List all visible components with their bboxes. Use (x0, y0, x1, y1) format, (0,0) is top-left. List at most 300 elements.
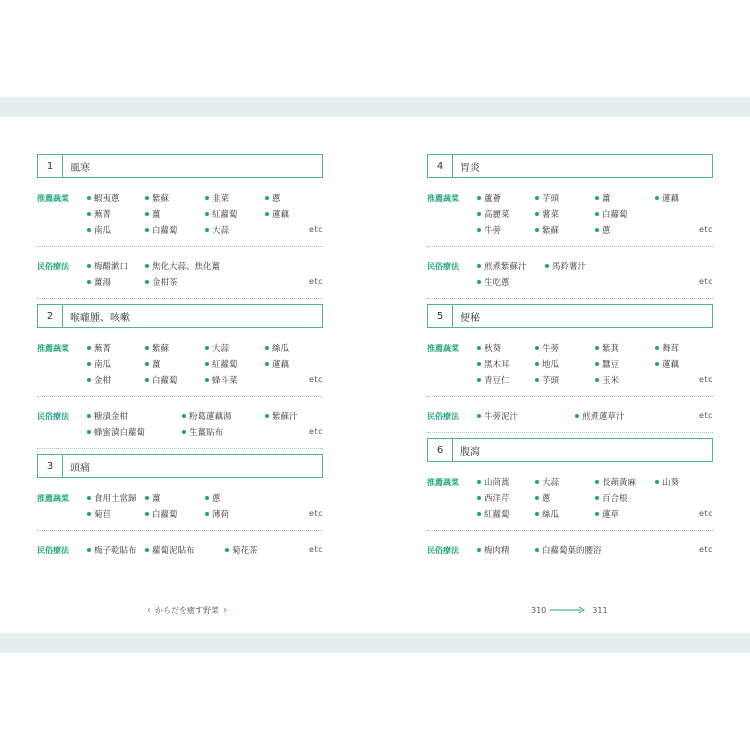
item-label: 食用土當歸 (94, 494, 137, 504)
bullet-dot-icon (145, 212, 149, 216)
vegetable-item (145, 192, 169, 204)
section-number: 6 (428, 439, 453, 461)
etc-label: etc (309, 277, 323, 286)
folk-remedies-label: 民俗療法 (427, 262, 459, 271)
item-label: 薄荷 (212, 510, 230, 520)
top-band (0, 97, 750, 117)
item-label: 薯菜 (542, 210, 560, 220)
vegetable-item (265, 342, 289, 354)
item-label: 菊苣 (94, 510, 112, 520)
item-label: 蠶豆 (602, 360, 620, 370)
item-label: 紅蘿蔔 (212, 360, 238, 370)
item-label: 韭菜 (212, 194, 230, 204)
item-label: 紫蘇 (542, 226, 560, 236)
section-divider (427, 298, 713, 299)
folk-remedies (37, 410, 323, 442)
item-label: 牛蒡泥汁 (484, 412, 519, 422)
remedy-item (477, 544, 510, 556)
item-label: 紫蘇 (152, 194, 170, 204)
folk-remedies (37, 260, 323, 292)
bullet-dot-icon (145, 378, 149, 382)
item-label: 糖漬金柑 (94, 412, 129, 422)
vegetable-item (477, 192, 501, 204)
recommended-vegetables (427, 192, 713, 240)
folk-remedies (427, 410, 713, 426)
bullet-dot-icon (87, 212, 91, 216)
bullet-dot-icon (535, 496, 539, 500)
recommended-vegetables-label: 推薦蔬菜 (427, 194, 459, 203)
section-divider (427, 530, 713, 531)
item-label: 蜂蜜漬白蘿蔔 (94, 428, 146, 438)
remedy-item (477, 260, 527, 272)
item-label: 紫蘇 (152, 344, 170, 354)
section-divider (37, 298, 323, 299)
etc-label: etc (309, 225, 323, 234)
folk-remedies (427, 544, 713, 560)
bullet-dot-icon (595, 480, 599, 484)
vegetable-item (535, 508, 559, 520)
vegetable-item (595, 208, 628, 220)
vegetable-item (265, 358, 289, 370)
item-label: 薑湯 (94, 278, 112, 288)
section-number: 1 (38, 155, 63, 177)
etc-label: etc (699, 411, 713, 420)
vegetable-item (205, 224, 229, 236)
section-title: 便秘 (460, 312, 480, 324)
bullet-dot-icon (205, 496, 209, 500)
bullet-dot-icon (205, 228, 209, 232)
folk-remedies (427, 260, 713, 292)
vegetable-item (205, 358, 238, 370)
etc-label: etc (699, 545, 713, 554)
vegetable-item (655, 192, 679, 204)
section-divider (427, 432, 713, 433)
recommended-vegetables-label: 推薦蔬菜 (37, 494, 69, 503)
vegetable-item (535, 192, 559, 204)
bullet-dot-icon (87, 414, 91, 418)
vegetable-item (535, 208, 559, 220)
bullet-dot-icon (265, 196, 269, 200)
section-header (427, 438, 713, 462)
section-sore-throat-cough (37, 304, 323, 438)
vegetable-item (477, 508, 510, 520)
remedy-item (145, 260, 220, 272)
item-label: 秋葵 (484, 344, 502, 354)
item-label: 蓮藕 (662, 194, 680, 204)
remedy-item (87, 426, 145, 438)
section-constipation (427, 304, 713, 422)
section-title: 喉嚨腫、咳嗽 (70, 312, 130, 324)
item-label: 焦化大蒜、焦化薑 (152, 262, 221, 272)
chevron-right-icon: › (223, 605, 227, 616)
item-label: 地瓜 (542, 360, 560, 370)
item-label: 山葵 (662, 478, 680, 488)
vegetable-item (87, 492, 137, 504)
item-label: 蔥 (212, 494, 221, 504)
bullet-dot-icon (87, 496, 91, 500)
bullet-dot-icon (145, 196, 149, 200)
section-number: 2 (38, 305, 63, 327)
item-label: 芋頭 (542, 194, 560, 204)
etc-label: etc (309, 509, 323, 518)
section-header (37, 154, 323, 178)
bullet-dot-icon (265, 414, 269, 418)
bullet-dot-icon (477, 548, 481, 552)
bullet-dot-icon (182, 414, 186, 418)
section-header (37, 304, 323, 328)
item-label: 紅蘿蔔 (484, 510, 510, 520)
bullet-dot-icon (595, 196, 599, 200)
item-label: 薑 (602, 194, 611, 204)
item-label: 梅醋漱口 (94, 262, 129, 272)
vegetable-item (477, 358, 510, 370)
vegetable-item (595, 224, 611, 236)
section-header (427, 154, 713, 178)
bullet-dot-icon (87, 512, 91, 516)
remedy-item (145, 544, 195, 556)
vegetable-item (535, 492, 551, 504)
vegetable-item (205, 508, 229, 520)
item-label: 高麗菜 (484, 210, 510, 220)
section-header (427, 304, 713, 328)
vegetable-item (87, 358, 111, 370)
bullet-dot-icon (87, 228, 91, 232)
vegetable-item (477, 342, 501, 354)
vegetable-item (265, 208, 289, 220)
vegetable-item (477, 208, 510, 220)
item-label: 絲瓜 (542, 510, 560, 520)
vegetable-item (535, 476, 559, 488)
page-number-right: 311 (592, 605, 608, 615)
vegetable-item (477, 224, 501, 236)
item-label: 金柑茶 (152, 278, 178, 288)
vegetable-item (655, 476, 679, 488)
vegetable-item (145, 224, 178, 236)
remedy-item (87, 410, 128, 422)
item-label: 梅肉精 (484, 546, 510, 556)
folk-remedies-label: 民俗療法 (427, 546, 459, 555)
item-label: 蓮藕 (272, 210, 290, 220)
bullet-dot-icon (145, 512, 149, 516)
vegetable-item (595, 476, 636, 488)
item-label: 金柑 (94, 376, 112, 386)
bullet-dot-icon (87, 362, 91, 366)
etc-label: etc (309, 375, 323, 384)
bullet-dot-icon (205, 196, 209, 200)
vegetable-item (595, 492, 628, 504)
recommended-vegetables-label: 推薦蔬菜 (37, 194, 69, 203)
remedy-item (225, 544, 258, 556)
bullet-dot-icon (205, 346, 209, 350)
bullet-dot-icon (477, 280, 481, 284)
recommended-vegetables (427, 342, 713, 390)
item-label: 大蒜 (212, 226, 230, 236)
item-label: 粉葛蓮藕湯 (189, 412, 232, 422)
folk-remedies-label: 民俗療法 (37, 412, 69, 421)
bullet-dot-icon (535, 228, 539, 232)
vegetable-item (535, 374, 559, 386)
section-divider (37, 396, 323, 397)
section-diarrhea (427, 438, 713, 556)
section-title: 頭痛 (70, 462, 90, 474)
remedy-item (545, 260, 586, 272)
bullet-dot-icon (535, 196, 539, 200)
vegetable-item (595, 508, 619, 520)
bullet-dot-icon (595, 496, 599, 500)
section-title: 腹瀉 (460, 446, 480, 458)
remedy-item (477, 410, 518, 422)
section-title: 風寒 (70, 162, 90, 174)
vegetable-item (655, 342, 679, 354)
item-label: 蔥 (272, 194, 281, 204)
etc-label: etc (699, 277, 713, 286)
bullet-dot-icon (535, 480, 539, 484)
recommended-vegetables (37, 192, 323, 240)
vegetable-item (87, 342, 111, 354)
item-label: 紫蘇汁 (272, 412, 298, 422)
bullet-dot-icon (655, 346, 659, 350)
vegetable-item (145, 374, 178, 386)
bullet-dot-icon (595, 512, 599, 516)
etc-label: etc (699, 375, 713, 384)
item-label: 百合根 (602, 494, 628, 504)
bullet-dot-icon (477, 480, 481, 484)
section-number: 5 (428, 305, 453, 327)
item-label: 牛蒡 (484, 226, 502, 236)
recommended-vegetables-label: 推薦蔬菜 (37, 344, 69, 353)
remedy-item (182, 426, 223, 438)
section-divider (427, 246, 713, 247)
bullet-dot-icon (265, 346, 269, 350)
item-label: 薑 (152, 494, 161, 504)
item-label: 薑 (152, 210, 161, 220)
remedy-item (265, 410, 298, 422)
remedy-item (535, 544, 602, 556)
vegetable-item (145, 358, 161, 370)
vegetable-item (595, 374, 619, 386)
item-label: 蕪菁 (94, 344, 112, 354)
section-headache (37, 454, 323, 556)
section-number: 4 (428, 155, 453, 177)
section-divider (37, 448, 323, 449)
bullet-dot-icon (225, 548, 229, 552)
folk-remedies-label: 民俗療法 (37, 262, 69, 271)
bullet-dot-icon (87, 430, 91, 434)
remedy-item (477, 276, 510, 288)
page-connector-line (549, 605, 589, 615)
page-numbers (531, 605, 608, 615)
bullet-dot-icon (575, 414, 579, 418)
bullet-dot-icon (182, 430, 186, 434)
bullet-dot-icon (595, 212, 599, 216)
vegetable-item (87, 192, 120, 204)
bullet-dot-icon (545, 264, 549, 268)
remedy-item (87, 276, 111, 288)
item-label: 白蘿蔔 (152, 226, 178, 236)
bullet-dot-icon (145, 346, 149, 350)
vegetable-item (87, 208, 111, 220)
bullet-dot-icon (145, 280, 149, 284)
bullet-dot-icon (87, 196, 91, 200)
bullet-dot-icon (145, 228, 149, 232)
item-label: 蓮藕 (272, 360, 290, 370)
etc-label: etc (699, 225, 713, 234)
bullet-dot-icon (535, 212, 539, 216)
remedy-item (575, 410, 625, 422)
chevron-left-icon: ‹ (147, 605, 151, 616)
bullet-dot-icon (655, 196, 659, 200)
folk-remedies (37, 544, 323, 560)
item-label: 絲瓜 (272, 344, 290, 354)
vegetable-item (535, 342, 559, 354)
item-label: 黑木耳 (484, 360, 510, 370)
recommended-vegetables (37, 342, 323, 390)
vegetable-item (477, 492, 510, 504)
section-divider (37, 530, 323, 531)
vegetable-item (477, 374, 510, 386)
vegetable-item (145, 508, 178, 520)
item-label: 薑 (152, 360, 161, 370)
vegetable-item (145, 342, 169, 354)
item-label: 大蒜 (212, 344, 230, 354)
item-label: 大蒜 (542, 478, 560, 488)
vegetable-item (535, 224, 559, 236)
vegetable-item (595, 358, 619, 370)
page-number-left: 310 (531, 605, 547, 615)
etc-label: etc (309, 545, 323, 554)
vegetable-item (595, 342, 619, 354)
bullet-dot-icon (477, 512, 481, 516)
bullet-dot-icon (87, 264, 91, 268)
item-label: 白蘿蔔 (152, 376, 178, 386)
recommended-vegetables-label: 推薦蔬菜 (427, 478, 459, 487)
remedy-item (87, 544, 137, 556)
bullet-dot-icon (145, 264, 149, 268)
running-footer (143, 605, 231, 616)
item-label: 玉米 (602, 376, 620, 386)
vegetable-item (477, 476, 510, 488)
bullet-dot-icon (477, 228, 481, 232)
item-label: 南瓜 (94, 360, 112, 370)
bullet-dot-icon (477, 264, 481, 268)
bullet-dot-icon (477, 496, 481, 500)
bullet-dot-icon (87, 378, 91, 382)
bullet-dot-icon (595, 362, 599, 366)
recommended-vegetables (427, 476, 713, 524)
section-title: 胃炎 (460, 162, 480, 174)
bullet-dot-icon (535, 378, 539, 382)
item-label: 蝦夷蔥 (94, 194, 120, 204)
section-divider (427, 396, 713, 397)
item-label: 西洋芹 (484, 494, 510, 504)
item-label: 蘿蔔泥貼布 (152, 546, 195, 556)
section-gastritis (427, 154, 713, 288)
item-label: 煎煮蓮草汁 (582, 412, 625, 422)
bullet-dot-icon (477, 362, 481, 366)
item-label: 紫萁 (602, 344, 620, 354)
item-label: 白蘿蔔 (152, 510, 178, 520)
section-header (37, 454, 323, 478)
vegetable-item (87, 224, 111, 236)
vegetable-item (655, 358, 679, 370)
item-label: 蘆薈 (484, 194, 502, 204)
remedy-item (145, 276, 178, 288)
vegetable-item (205, 374, 238, 386)
item-label: 蓮藕 (662, 360, 680, 370)
bullet-dot-icon (87, 346, 91, 350)
bullet-dot-icon (477, 378, 481, 382)
bullet-dot-icon (535, 346, 539, 350)
item-label: 生吃蔥 (484, 278, 510, 288)
vegetable-item (595, 192, 611, 204)
bullet-dot-icon (655, 362, 659, 366)
item-label: 梅子乾貼布 (94, 546, 137, 556)
bullet-dot-icon (145, 496, 149, 500)
vegetable-item (87, 508, 111, 520)
vegetable-item (145, 208, 161, 220)
item-label: 白蘿蔔 (602, 210, 628, 220)
bottom-band (0, 633, 750, 653)
vegetable-item (265, 192, 281, 204)
bullet-dot-icon (477, 196, 481, 200)
vegetable-item (205, 208, 238, 220)
vegetable-item (205, 342, 229, 354)
item-label: 芋頭 (542, 376, 560, 386)
bullet-dot-icon (535, 362, 539, 366)
etc-label: etc (699, 509, 713, 518)
etc-label: etc (309, 427, 323, 436)
item-label: 蜂斗菜 (212, 376, 238, 386)
vegetable-item (87, 374, 111, 386)
bullet-dot-icon (265, 362, 269, 366)
book-section-title: からだを癒す野菜 (155, 606, 219, 615)
recommended-vegetables (37, 492, 323, 524)
vegetable-item (205, 192, 229, 204)
item-label: 舞茸 (662, 344, 680, 354)
item-label: 南瓜 (94, 226, 112, 236)
item-label: 青豆仁 (484, 376, 510, 386)
item-label: 生薑貼布 (189, 428, 224, 438)
recommended-vegetables-label: 推薦蔬菜 (427, 344, 459, 353)
bullet-dot-icon (205, 378, 209, 382)
item-label: 牛蒡 (542, 344, 560, 354)
bullet-dot-icon (655, 480, 659, 484)
bullet-dot-icon (595, 228, 599, 232)
bullet-dot-icon (205, 362, 209, 366)
bullet-dot-icon (205, 212, 209, 216)
folk-remedies-label: 民俗療法 (37, 546, 69, 555)
bullet-dot-icon (595, 378, 599, 382)
bullet-dot-icon (87, 548, 91, 552)
remedy-item (182, 410, 232, 422)
folk-remedies-label: 民俗療法 (427, 412, 459, 421)
bullet-dot-icon (205, 512, 209, 516)
item-label: 紅蘿蔔 (212, 210, 238, 220)
item-label: 菊花茶 (232, 546, 258, 556)
section-number: 3 (38, 455, 63, 477)
item-label: 蔥 (602, 226, 611, 236)
bullet-dot-icon (595, 346, 599, 350)
bullet-dot-icon (477, 414, 481, 418)
bullet-dot-icon (477, 346, 481, 350)
item-label: 蕪菁 (94, 210, 112, 220)
vegetable-item (145, 492, 161, 504)
item-label: 白蘿蔔葉的腰浴 (542, 546, 602, 556)
item-label: 山茼蒿 (484, 478, 510, 488)
item-label: 煎煮紫蘇汁 (484, 262, 527, 272)
bullet-dot-icon (477, 212, 481, 216)
vegetable-item (535, 358, 559, 370)
